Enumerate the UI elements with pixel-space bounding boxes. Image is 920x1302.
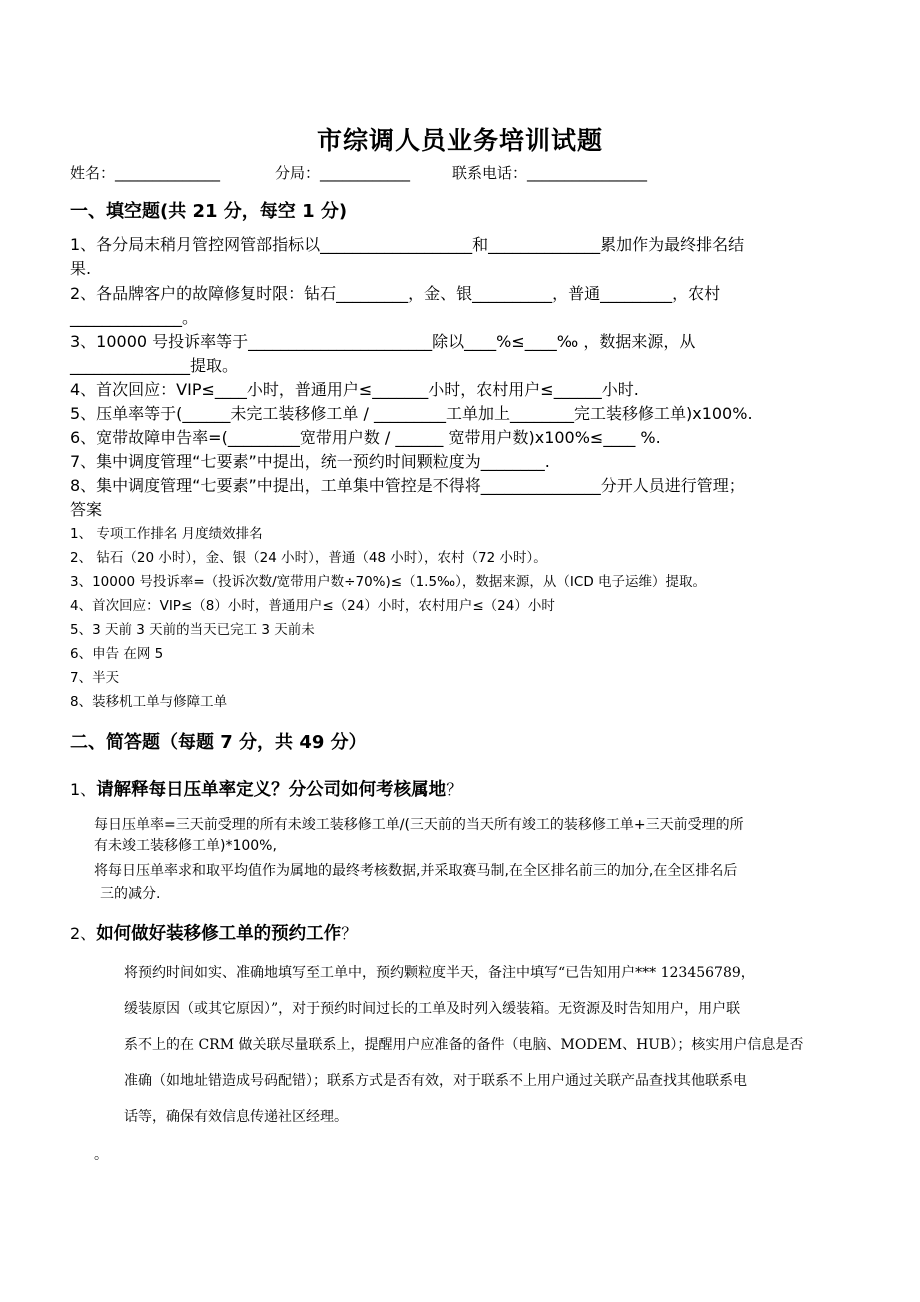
short-answer-2-line1: 将预约时间如实、准确地填写至工单中，预约颗粒度半天，备注中填写“已告知用户*** 123456789， — [124, 965, 755, 981]
branch-field: 分局：____________ — [275, 164, 411, 182]
short-answer-1-line3: 将每日压单率求和取平均值作为属地的最终考核数据,并采取赛马制,在全区排名前三的加分,在全区排名后 — [94, 863, 738, 879]
name-field: 姓名：______________ — [70, 164, 221, 182]
question-2-line2: ______________。 — [70, 308, 199, 327]
answer-5: 5、3 天前 3 天前的当天已完工 3 天前未 — [70, 622, 315, 638]
short-answer-2-line5: 话等，确保有效信息传递社区经理。 — [124, 1109, 348, 1125]
question-8: 8、集中调度管理“七要素”中提出，工单集中管控是不得将_______________分开人员进行管理； — [70, 476, 745, 495]
answer-3: 3、10000 号投诉率=（投诉次数/宽带用户数÷70%)≤（1.5‰），数据来源，从（ICD 电子运维）提取。 — [70, 574, 707, 590]
short-question-1 — [70, 776, 462, 801]
question-3-line2: _______________提取。 — [70, 356, 239, 375]
short-question-2 — [70, 920, 357, 945]
short-answer-2-line2: 缓装原因（或其它原因）”，对于预约时间过长的工单及时列入缓装箱。无资源及时告知用户，用户联 — [124, 1001, 741, 1017]
short-question-1-number: 1、 — [70, 780, 97, 799]
question-1-line2: 果. — [70, 259, 92, 278]
question-7: 7、集中调度管理“七要素”中提出，统一预约时间颗粒度为________. — [70, 452, 550, 471]
phone-field: 联系电话：________________ — [452, 164, 648, 182]
question-3-line1: 3、10000 号投诉率等于_______________________除以____%≤____‰ ，数据来源，从 — [70, 332, 696, 351]
short-answer-2-line4: 准确（如地址错造成号码配错）；联系方式是否有效，对于联系不上用户通过关联产品查找其他联系电 — [124, 1073, 747, 1089]
short-answer-1-line1: 每日压单率=三天前受理的所有未竣工装移修工单/(三天前的当天所有竣工的装移修工单+三天前受理的所 — [94, 817, 744, 833]
section2-heading: 二、简答题（每题 7 分，共 49 分） — [70, 732, 367, 753]
question-2-line1: 2、各品牌客户的故障修复时限：钻石_________，金、银__________，普通_________，农村 — [70, 284, 721, 303]
answer-2: 2、 钻石（20 小时），金、银（24 小时），普通（48 小时），农村（72 小时）。 — [70, 550, 547, 566]
page-title: 市综调人员业务培训试题 — [316, 126, 603, 155]
short-question-2-mark: ？ — [341, 924, 358, 943]
short-answer-1-line4: 三的减分. — [100, 886, 161, 902]
question-4: 4、首次回应：VIP≤____小时，普通用户≤_______小时，农村用户≤______小时. — [70, 380, 639, 399]
short-question-2-text: 如何做好装移修工单的预约工作 — [96, 924, 342, 944]
short-answer-1-line2: 有未竣工装移修工单)*100%, — [94, 838, 277, 854]
short-question-2-number: 2、 — [70, 924, 97, 943]
short-question-1-text: 请解释每日压单率定义？分公司如何考核属地 — [96, 780, 447, 800]
question-6: 6、宽带故障申告率=(_________宽带用户数 / ______ 宽带用户数)x100%≤____ %. — [70, 428, 661, 447]
short-question-1-mark: ？ — [446, 780, 463, 799]
answer-7: 7、半天 — [70, 670, 120, 686]
question-1-line1: 1、各分局末稍月管控网管部指标以___________________和______________累加作为最终排名结 — [70, 235, 745, 254]
answer-4: 4、首次回应：VIP≤（8）小时，普通用户≤（24）小时，农村用户≤（24）小时 — [70, 598, 555, 614]
answer-label: 答案 — [70, 500, 103, 519]
question-5: 5、压单率等于(______未完工装移修工单 / _________工单加上________完工装移修工单)x100%. — [70, 404, 753, 423]
answer-8: 8、装移机工单与修障工单 — [70, 694, 228, 710]
short-answer-2-line3: 系不上的在 CRM 做关联尽量联系上，提醒用户应准备的备件（电脑、MODEM、HUB）；核实用户信息是否 — [124, 1037, 804, 1053]
end-mark: 。 — [94, 1147, 108, 1163]
answer-1: 1、 专项工作排名 月度绩效排名 — [70, 526, 263, 542]
answer-6: 6、申告 在网 5 — [70, 646, 164, 662]
section1-heading: 一、填空题(共 21 分，每空 1 分) — [70, 201, 348, 222]
